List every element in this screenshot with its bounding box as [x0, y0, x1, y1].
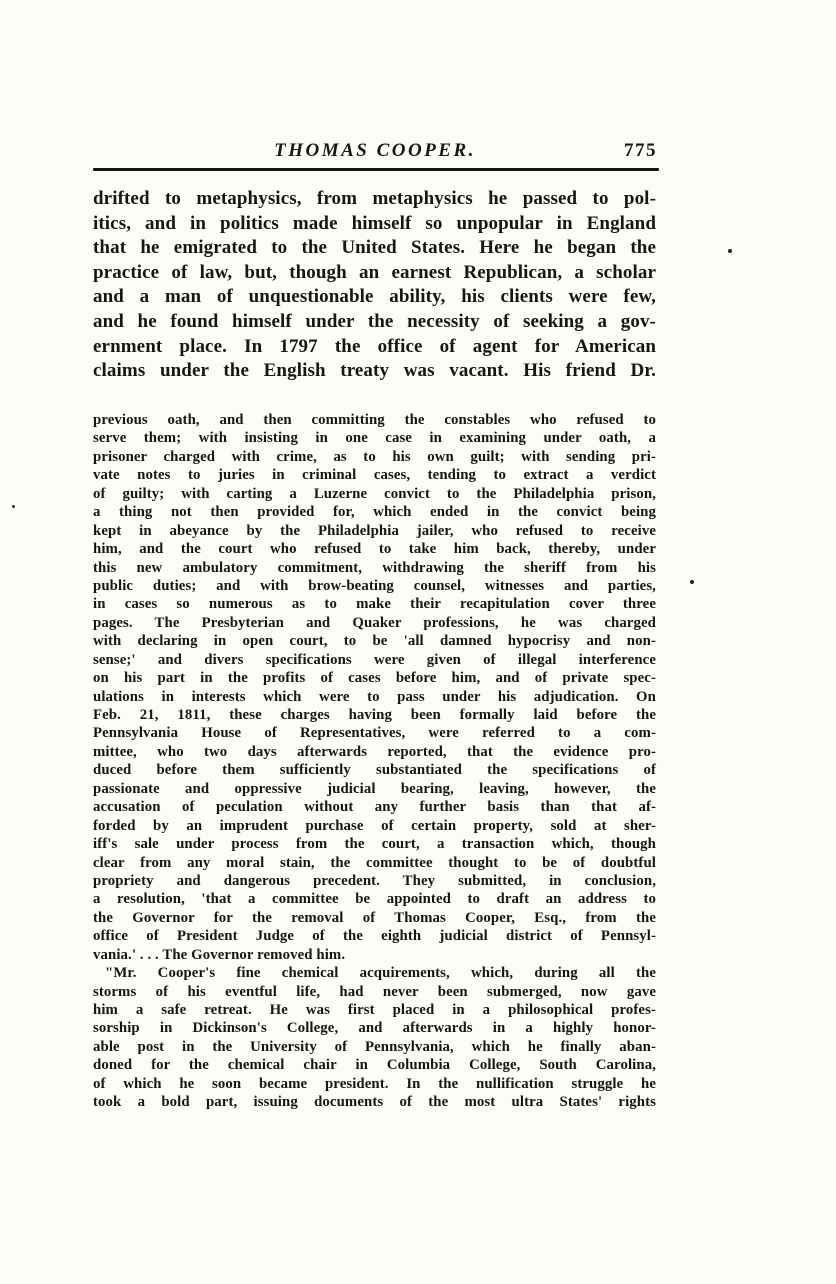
text-line: took a bold part, issuing documents of the most ultra States' rights — [93, 1094, 656, 1111]
excerpt-paragraph-2 — [93, 964, 656, 1112]
text-line: pages. The Presbyterian and Quaker professions, he was charged — [93, 614, 656, 631]
text-line: practice of law, but, though an earnest Republican, a scholar — [93, 261, 656, 283]
header-rule — [93, 168, 659, 171]
text-line: Pennsylvania House of Representatives, were referred to a com- — [93, 725, 656, 742]
text-line: storms of his eventful life, had never been submerged, now gave — [93, 983, 656, 1000]
text-line: kept in abeyance by the Philadelphia jailer, who refused to receive — [93, 522, 656, 539]
text-line: that he emigrated to the United States. Here he began the — [93, 237, 656, 259]
scan-speck — [690, 580, 694, 584]
text-line: a thing not then provided for, which ended in the convict being — [93, 504, 656, 521]
text-line: a resolution, 'that a committee be appointed to draft an address to — [93, 891, 656, 908]
page-header — [93, 138, 657, 164]
text-line: clear from any moral stain, the committee thought to be of doubtful — [93, 854, 656, 871]
text-line: claims under the English treaty was vacant. His friend Dr. — [93, 360, 656, 382]
text-line: on his part in the profits of cases before him, and of private spec- — [93, 670, 656, 687]
text-line: doned for the chemical chair in Columbia College, South Carolina, — [93, 1057, 656, 1074]
page-number: 775 — [624, 140, 657, 161]
text-line: in cases so numerous as to make their recapitulation cover three — [93, 596, 656, 613]
running-title: THOMAS COOPER. — [274, 140, 476, 161]
scan-speck — [728, 249, 732, 253]
text-line: duced before them sufficiently substantiated the specifications of — [93, 762, 656, 779]
text-line: him, and the court who refused to take him back, thereby, under — [93, 541, 656, 558]
excerpt-paragraph-1 — [93, 411, 656, 964]
scan-speck — [12, 505, 15, 508]
main-paragraph — [93, 187, 656, 384]
text-line: of guilty; with carting a Luzerne convict to the Philadelphia prison, — [93, 485, 656, 502]
text-line: with declaring in open court, to be 'all damned hypocrisy and non- — [93, 633, 656, 650]
text-line: iff's sale under process from the court, a transaction which, though — [93, 836, 656, 853]
excerpt-block — [93, 411, 656, 1112]
text-line: passionate and oppressive judicial bearing, leaving, however, the — [93, 780, 656, 797]
text-line: him a safe retreat. He was first placed in a philosophical profes- — [93, 1002, 656, 1018]
text-line: Feb. 21, 1811, these charges having been formally laid before the — [93, 707, 656, 723]
text-line: forded by an imprudent purchase of certain property, sold at sher- — [93, 817, 656, 834]
text-line: drifted to metaphysics, from metaphysics he passed to pol- — [93, 188, 656, 209]
text-line: vate notes to juries in criminal cases, tending to extract a verdict — [93, 467, 656, 484]
text-line: vania.' . . . The Governor removed him. — [93, 946, 346, 963]
text-line: able post in the University of Pennsylvania, which he finally aban- — [93, 1038, 656, 1055]
text-line: the Governor for the removal of Thomas Cooper, Esq., from the — [93, 909, 656, 926]
text-line: previous oath, and then committing the constables who refused to — [93, 412, 656, 428]
text-line: of which he soon became president. In the nullification struggle he — [93, 1075, 656, 1092]
text-line: prisoner charged with crime, as to his own guilt; with sending pri- — [93, 448, 656, 465]
text-line: and he found himself under the necessity of seeking a gov- — [93, 310, 656, 332]
text-line: this new ambulatory commitment, withdrawing the sheriff from his — [93, 559, 656, 576]
text-line: "Mr. Cooper's fine chemical acquirements, which, during all the — [105, 965, 656, 982]
text-line: and a man of unquestionable ability, his clients were few, — [93, 286, 656, 308]
text-line: sorship in Dickinson's College, and afterwards in a highly honor- — [93, 1020, 656, 1037]
text-line: ulations in interests which were to pass under his adjudication. On — [93, 688, 656, 705]
text-line: ernment place. In 1797 the office of agent for American — [93, 335, 656, 357]
text-line: mittee, who two days afterwards reported, that the evidence pro- — [93, 743, 656, 760]
text-line: itics, and in politics made himself so unpopular in England — [93, 212, 656, 234]
text-line: serve them; with insisting in one case in examining under oath, a — [93, 430, 656, 447]
text-line: public duties; and with brow-beating counsel, witnesses and parties, — [93, 577, 656, 594]
text-line: propriety and dangerous precedent. They submitted, in conclusion, — [93, 872, 656, 889]
text-line: sense;' and divers specifications were given of illegal interference — [93, 651, 656, 668]
text-line: accusation of peculation without any further basis than that af- — [93, 799, 656, 816]
text-line: office of President Judge of the eighth judicial district of Pennsyl- — [93, 928, 656, 945]
